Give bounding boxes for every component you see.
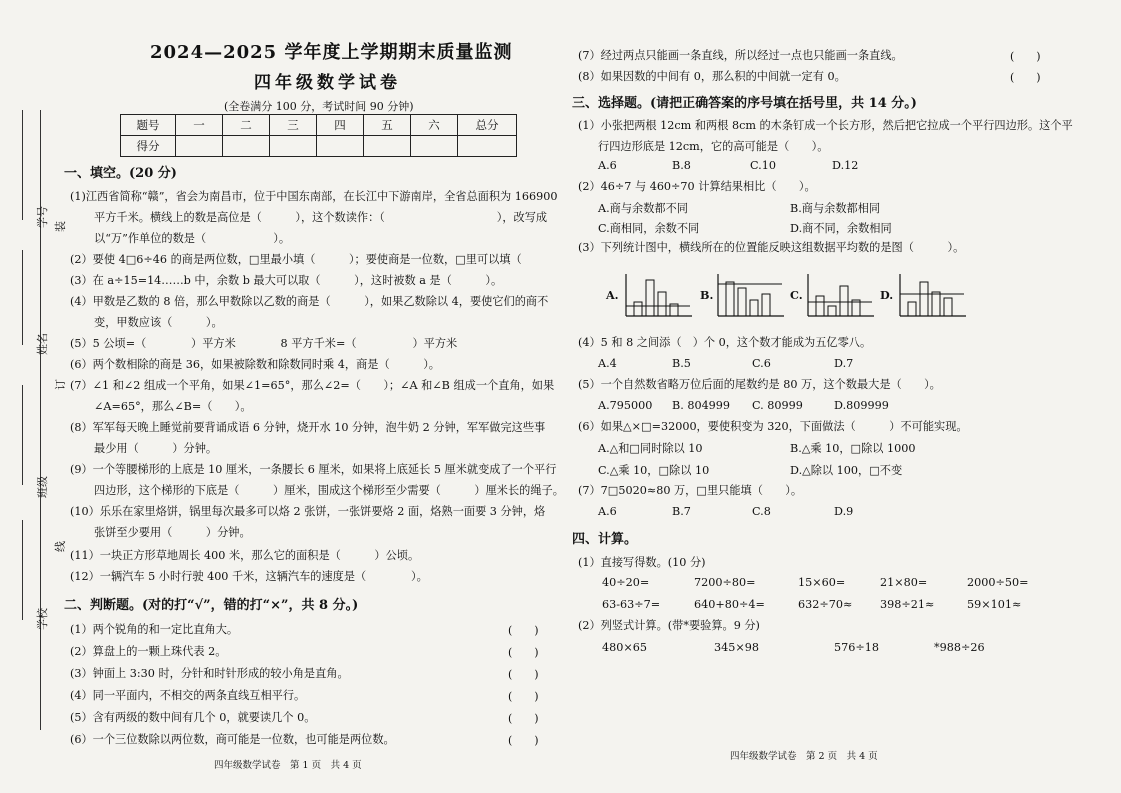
- judge-item: (6）一个三位数除以两位数，商可能是一位数，也可能是两位数。: [70, 733, 395, 746]
- section-1-line: (8）军军每天晚上睡觉前要背诵成语 6 分钟，烧开水 10 分钟，泡牛奶 2 分钟，军军做完这些事: [70, 421, 546, 434]
- section-1-line: 张饼至少要用（ ）分钟。: [94, 526, 251, 539]
- section-1-title: 一、填空。(20 分): [64, 166, 177, 181]
- choice-option: D.809999: [834, 399, 889, 412]
- table-cell: 二: [223, 115, 270, 136]
- section-4-title: 四、计算。: [572, 532, 638, 547]
- section-1-line: 变，甲数应该（ ）。: [94, 316, 223, 329]
- choice-option: A.6: [598, 505, 617, 518]
- page-2: [572, 0, 1112, 793]
- choice-option: A.4: [598, 357, 617, 370]
- page-footer-left: 四年级数学试卷 第 1 页 共 4 页: [214, 760, 362, 771]
- calc-subtitle: (2）列竖式计算。(带*要验算。9 分): [578, 619, 760, 632]
- table-cell: 题号: [121, 115, 176, 136]
- vertical-calc-item: 576÷18: [834, 641, 879, 654]
- exam-subtitle: 四年级数学试卷: [254, 73, 401, 93]
- vertical-calc-item: 345×98: [714, 641, 759, 654]
- section-1-line: 最少用（ ）分钟。: [94, 442, 218, 455]
- section-1-line: (9）一个等腰梯形的上底是 10 厘米，一条腰长 6 厘米，如果将上底延长 5 厘米就变成了一个平行: [70, 463, 557, 476]
- choice-option: A.△和□同时除以 10: [598, 442, 703, 455]
- choice-question: 行四边形底是 12cm，它的高可能是（ ）。: [598, 140, 829, 153]
- choice-option: C.△乘 10，□除以 10: [598, 464, 710, 477]
- chart-d-icon: [898, 272, 968, 320]
- score-input-cell[interactable]: [458, 136, 517, 157]
- score-input-cell[interactable]: [270, 136, 317, 157]
- binding-mark-ding: 订: [54, 379, 67, 390]
- score-table-header-row: [121, 115, 517, 136]
- calc-item: 15×60=: [798, 576, 846, 589]
- calc-item: 640+80÷4=: [694, 598, 765, 611]
- choice-option: B.8: [672, 159, 691, 172]
- page-1: [64, 0, 564, 793]
- choice-option: B.5: [672, 357, 691, 370]
- choice-question: (7）7□5020≈80 万，□里只能填（ ）。: [578, 484, 803, 497]
- choice-option: A.6: [598, 159, 617, 172]
- choice-option: B.7: [672, 505, 691, 518]
- class-label: 班级: [36, 476, 49, 498]
- section-1-line: (5）5 公顷=（ ）平方米 8 平方千米=（ ）平方米: [70, 337, 458, 350]
- section-1-line: ∠A=65°，那么∠B=（ ）。: [94, 400, 252, 413]
- section-1-line: (4）甲数是乙数的 8 倍，那么甲数除以乙数的商是（ ），如果乙数除以 4，要使它们的商不: [70, 295, 549, 308]
- choice-option: D.7: [834, 357, 854, 370]
- chart-option-label: B.: [700, 288, 714, 302]
- choice-option: B.商与余数都相同: [790, 202, 881, 215]
- calc-item: 7200÷80=: [694, 576, 756, 589]
- score-input-cell[interactable]: [176, 136, 223, 157]
- choice-option: A.商与余数都不同: [598, 202, 688, 215]
- judge-item: (2）算盘上的一颗上珠代表 2。: [70, 645, 227, 658]
- calc-item: 59×101≈: [967, 598, 1022, 611]
- choice-question: (4）5 和 8 之间添（ ）个 0，这个数才能成为五亿零八。: [578, 336, 872, 349]
- choice-question: (3）下列统计图中，横线所在的位置能反映这组数据平均数的是图（ ）。: [578, 241, 965, 254]
- binding-line: [40, 110, 41, 730]
- chart-option-label: C.: [790, 288, 803, 302]
- table-cell: 六: [411, 115, 458, 136]
- judge-item: (1）两个锐角的和一定比直角大。: [70, 623, 239, 636]
- choice-option: D.9: [834, 505, 854, 518]
- vertical-calc-item: 480×65: [602, 641, 647, 654]
- choice-option: C.商相同，余数不同: [598, 222, 700, 235]
- section-1-line: (11）一块正方形草地周长 400 米，那么它的面积是（ ）公顷。: [70, 549, 420, 562]
- answer-bracket[interactable]: ( ): [508, 624, 539, 637]
- school-blank[interactable]: [22, 520, 23, 620]
- choice-question: (2）46÷7 与 460÷70 计算结果相比（ ）。: [578, 180, 816, 193]
- exam-note: (全卷满分 100 分，考试时间 90 分钟): [224, 100, 414, 113]
- choice-option: B.△乘 10，□除以 1000: [790, 442, 916, 455]
- answer-bracket[interactable]: ( ): [508, 668, 539, 681]
- choice-option: D.△除以 100，□不变: [790, 464, 903, 477]
- section-2-title: 二、判断题。(对的打“√”，错的打“×”，共 8 分。): [64, 598, 359, 613]
- score-table: [120, 114, 517, 157]
- calc-item: 21×80=: [880, 576, 928, 589]
- calc-item: 398÷21≈: [880, 598, 935, 611]
- chart-option-label: D.: [880, 288, 894, 302]
- judge-item: (3）钟面上 3:30 时，分针和时针形成的较小角是直角。: [70, 667, 349, 680]
- section-1-line: (6）两个数相除的商是 36，如果被除数和除数同时乘 4，商是（ ）。: [70, 358, 440, 371]
- calc-item: 63-63÷7=: [602, 598, 661, 611]
- table-cell: 总分: [458, 115, 517, 136]
- class-blank[interactable]: [22, 385, 23, 485]
- binding-margin: [0, 0, 67, 793]
- choice-option: D.商不同，余数相同: [790, 222, 892, 235]
- choice-option: B. 804999: [672, 399, 731, 412]
- choice-option: C. 80999: [752, 399, 803, 412]
- score-input-cell[interactable]: [317, 136, 364, 157]
- table-cell: 得分: [121, 136, 176, 157]
- section-1-line: (7）∠1 和∠2 组成一个平角，如果∠1=65°，那么∠2=（ ）；∠A 和∠B 组成一个直角，如果: [70, 379, 555, 392]
- section-1-line: 平方千米。横线上的数是高位是（ ），这个数读作：（ ），改写成: [94, 211, 548, 224]
- judge-item: (5）含有两级的数中间有几个 0，就要读几个 0。: [70, 711, 316, 724]
- calc-item: 40÷20=: [602, 576, 650, 589]
- answer-bracket[interactable]: ( ): [508, 646, 539, 659]
- score-input-cell[interactable]: [411, 136, 458, 157]
- choice-option: D.12: [832, 159, 859, 172]
- answer-bracket[interactable]: ( ): [508, 690, 539, 703]
- name-blank[interactable]: [22, 250, 23, 345]
- judge-item: (4）同一平面内，不相交的两条直线互相平行。: [70, 689, 306, 702]
- name-label: 姓名: [36, 333, 49, 355]
- table-cell: 四: [317, 115, 364, 136]
- binding-mark-xian: 线: [54, 541, 67, 552]
- score-input-cell[interactable]: [223, 136, 270, 157]
- calc-subtitle: (1）直接写得数。(10 分): [578, 556, 706, 569]
- section-1-line: (3）在 a÷15=14……b 中，余数 b 最大可以取（ ），这时被数 a 是（ ）。: [70, 274, 503, 287]
- choice-option: C.8: [752, 505, 771, 518]
- section-1-line: (1)江西省简称“赣”，省会为南昌市，位于中国东南部，在长江中下游南岸，全省总面积为 166900: [70, 190, 558, 203]
- choice-question: (1）小张把两根 12cm 和两根 8cm 的木条钉成一个长方形，然后把它拉成一个平行四边形。这个平: [578, 119, 1073, 132]
- chart-c-icon: [806, 272, 876, 320]
- choice-option: A.795000: [598, 399, 653, 412]
- choice-option: C.6: [752, 357, 771, 370]
- section-1-line: (10）乐乐在家里烙饼，锅里每次最多可以烙 2 张饼，一张饼要烙 2 面，烙熟一面要 3 分钟，烙: [70, 505, 546, 518]
- answer-bracket[interactable]: ( ): [1010, 50, 1041, 63]
- table-cell: 一: [176, 115, 223, 136]
- calc-item: 2000÷50=: [967, 576, 1029, 589]
- answer-bracket[interactable]: ( ): [1010, 71, 1041, 84]
- choice-question: (5）一个自然数省略万位后面的尾数约是 80 万，这个数最大是（ ）。: [578, 378, 941, 391]
- table-cell: 三: [270, 115, 317, 136]
- student-id-blank[interactable]: [22, 110, 23, 220]
- choice-question: (6）如果△×□=32000，要使积变为 320，下面做法（ ）不可能实现。: [578, 420, 968, 433]
- judge-item: (7）经过两点只能画一条直线，所以经过一点也只能画一条直线。: [578, 49, 903, 62]
- student-id-label: 学号: [36, 206, 49, 228]
- choice-option: C.10: [750, 159, 776, 172]
- score-input-cell[interactable]: [364, 136, 411, 157]
- school-label: 学校: [36, 608, 49, 630]
- section-1-line: (2）要使 4□6÷46 的商是两位数，□里最小填（ ）；要使商是一位数，□里可以填（: [70, 253, 522, 266]
- vertical-calc-item: *988÷26: [934, 641, 985, 654]
- judge-item: (8）如果因数的中间有 0，那么积的中间就一定有 0。: [578, 70, 846, 83]
- answer-bracket[interactable]: ( ): [508, 734, 539, 747]
- chart-option-label: A.: [606, 288, 619, 302]
- page-footer-right: 四年级数学试卷 第 2 页 共 4 页: [730, 751, 878, 762]
- section-1-line: 以“万”作单位的数是（ ）。: [94, 232, 291, 245]
- score-table-score-row: [121, 136, 517, 157]
- section-1-line: 四边形，这个梯形的下底是（ ）厘米，围成这个梯形至少需要（ ）厘米长的绳子。: [94, 484, 564, 497]
- section-1-line: (12）一辆汽车 5 小时行驶 400 千米，这辆汽车的速度是（ ）。: [70, 570, 428, 583]
- chart-b-icon: [716, 272, 786, 320]
- answer-bracket[interactable]: ( ): [508, 712, 539, 725]
- section-3-title: 三、选择题。(请把正确答案的序号填在括号里，共 14 分。): [572, 96, 917, 111]
- calc-item: 632÷70≈: [798, 598, 853, 611]
- chart-a-icon: [624, 272, 694, 320]
- table-cell: 五: [364, 115, 411, 136]
- binding-mark-zhuang: 装: [54, 221, 67, 232]
- exam-title: 2024—2025 学年度上学期期末质量监测: [150, 42, 513, 63]
